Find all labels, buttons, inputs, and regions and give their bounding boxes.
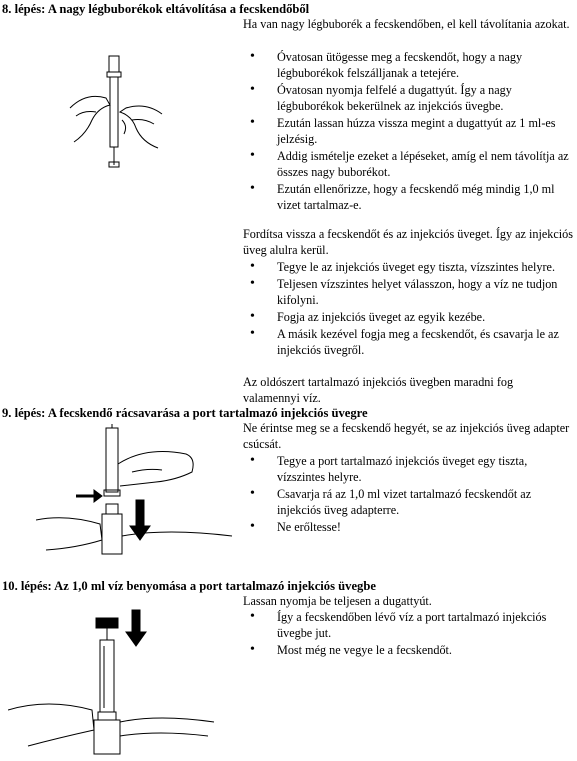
list-item: • Most még ne vegye le a fecskendőt. [243, 642, 573, 658]
list-item: • Fogja az injekciós üveget az egyik kezébe. [243, 309, 573, 325]
syringe-illustration-step8 [66, 50, 166, 170]
step10-heading: 10. lépés: Az 1,0 ml víz benyomása a port tartalmazó injekciós üvegbe [2, 579, 376, 593]
syringe-illustration-step10 [8, 606, 218, 758]
list-item: • Ezután ellenőrizze, hogy a fecskendő még mindig 1,0 ml vizet tartalmaz-e. [243, 181, 573, 213]
syringe-illustration-step9 [36, 424, 236, 564]
step8-heading: 8. lépés: A nagy légbuborékok eltávolítása a fecskendőből [2, 2, 310, 16]
list-item: • Tegye le az injekciós üveget egy tiszta, vízszintes helyre. [243, 259, 573, 275]
step8-intro2: Fordítsa vissza a fecskendőt és az injekciós üveget. Így az injekciós üveg alulra kerül. [243, 227, 573, 257]
list-item: • A másik kezével fogja meg a fecskendőt, és csavarja le az injekciós üvegről. [243, 326, 573, 358]
list-item: • Óvatosan nyomja felfelé a dugattyút. Így a nagy légbuborékok bekerülnek az injekciós üvegbe. [243, 82, 573, 114]
list-item: • Teljesen vízszintes helyet válasszon, hogy a víz ne tudjon kifolyni. [243, 276, 573, 308]
list-item: • Óvatosan ütögesse meg a fecskendőt, hogy a nagy légbuborékok felszálljanak a tetejére. [243, 49, 573, 81]
step9-intro: Ne érintse meg se a fecskendő hegyét, se az injekciós üveg adapter csúcsát. [243, 421, 570, 451]
list-item: • Csavarja rá az 1,0 ml vizet tartalmazó fecskendőt az injekciós üveg adapterre. [243, 486, 573, 518]
step9-bullet-list [243, 453, 573, 536]
step10-bullet-list [243, 609, 573, 659]
list-item: • Addig ismételje ezeket a lépéseket, amíg el nem távolítja az összes nagy buborékot. [243, 148, 573, 180]
list-item: • Így a fecskendőben lévő víz a port tartalmazó injekciós üvegbe jut. [243, 609, 573, 641]
step8-closing: Az oldószert tartalmazó injekciós üvegben maradni fog valamennyi víz. [243, 375, 514, 405]
list-item: • Ezután lassan húzza vissza megint a dugattyút az 1 ml-es jelzésig. [243, 115, 573, 147]
step8-intro: Ha van nagy légbuborék a fecskendőben, el kell távolítania azokat. [243, 17, 570, 31]
step9-heading: 9. lépés: A fecskendő rácsavarása a port tartalmazó injekciós üvegre [2, 406, 368, 420]
step10-intro: Lassan nyomja be teljesen a dugattyút. [243, 594, 432, 608]
step8-bullet-list-2 [243, 259, 573, 359]
list-item: • Tegye a port tartalmazó injekciós üveget egy tiszta, vízszintes helyre. [243, 453, 573, 485]
list-item: • Ne erőltesse! [243, 519, 573, 535]
step8-bullet-list [243, 49, 573, 214]
